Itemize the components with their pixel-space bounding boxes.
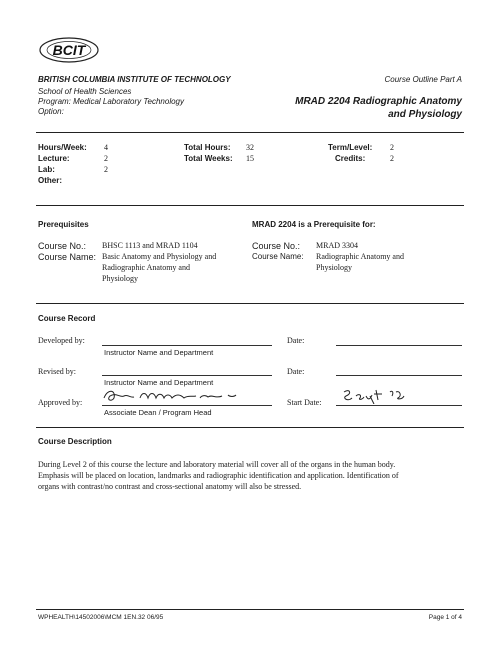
total-hours-value: 32 — [246, 143, 254, 152]
approved-by-line — [102, 405, 272, 406]
prereq-course-name-line1: Basic Anatomy and Physiology and — [102, 252, 217, 261]
approved-by-caption: Associate Dean / Program Head — [104, 408, 212, 417]
approver-signature — [102, 386, 272, 404]
footer-divider — [36, 609, 464, 610]
start-date-handwritten — [340, 386, 410, 404]
logo-text: BCIT — [52, 42, 86, 58]
term-level-label: Term/Level: — [328, 143, 373, 152]
prerequisites-heading: Prerequisites — [38, 220, 89, 229]
other-label: Other: — [38, 176, 62, 185]
course-description-line1: During Level 2 of this course the lecture and laboratory material will cover all of the organs in the human body. — [38, 460, 396, 469]
total-weeks-label: Total Weeks: — [184, 154, 233, 163]
credits-value: 2 — [390, 154, 394, 163]
prereq-for-course-name-line1: Radiographic Anatomy and — [316, 252, 404, 261]
revised-by-line — [102, 375, 272, 376]
prereq-for-course-no-label: Course No.: — [252, 241, 301, 251]
school-name: School of Health Sciences — [38, 87, 132, 96]
lab-value: 2 — [104, 165, 108, 174]
total-weeks-value: 15 — [246, 154, 254, 163]
institute-name: BRITISH COLUMBIA INSTITUTE OF TECHNOLOGY — [38, 75, 231, 84]
term-level-value: 2 — [390, 143, 394, 152]
option-label: Option: — [38, 107, 64, 116]
approved-by-label: Approved by: — [38, 398, 83, 407]
developed-date-label: Date: — [287, 336, 305, 345]
prereq-divider — [36, 303, 464, 304]
outline-part: Course Outline Part A — [384, 75, 462, 84]
developed-by-label: Developed by: — [38, 336, 85, 345]
header-divider — [36, 132, 464, 133]
prereq-for-course-name-line2: Physiology — [316, 263, 353, 272]
lecture-value: 2 — [104, 154, 108, 163]
hours-week-label: Hours/Week: — [38, 143, 87, 152]
prereq-course-no-label: Course No.: — [38, 241, 87, 251]
hours-week-value: 4 — [104, 143, 108, 152]
program-name: Program: Medical Laboratory Technology — [38, 97, 185, 106]
footer-page-number: Page 1 of 4 — [428, 614, 462, 621]
course-description-line2: Emphasis will be placed on location, landmarks and radiographic identification and application. Identification of — [38, 471, 399, 480]
prerequisite-for-heading: MRAD 2204 is a Prerequisite for: — [252, 220, 376, 229]
developed-by-caption: Instructor Name and Department — [104, 348, 214, 357]
lecture-label: Lecture: — [38, 154, 70, 163]
revised-date-line — [336, 375, 462, 376]
course-title-line1: MRAD 2204 Radiographic Anatomy — [295, 96, 462, 107]
course-title-line2: and Physiology — [388, 109, 462, 120]
start-date-graphic — [340, 386, 410, 404]
footer-code: WPHEALTH\14502006\MCM 1EN.32 06/95 — [38, 614, 164, 621]
total-hours-label: Total Hours: — [184, 143, 231, 152]
record-divider — [36, 427, 464, 428]
signature-graphic — [102, 386, 272, 404]
hours-divider — [36, 205, 464, 206]
revised-by-caption: Instructor Name and Department — [104, 378, 214, 387]
lab-label: Lab: — [38, 165, 55, 174]
start-date-label: Start Date: — [287, 398, 322, 407]
revised-date-label: Date: — [287, 367, 305, 376]
course-description-heading: Course Description — [38, 437, 112, 446]
developed-date-line — [336, 345, 462, 346]
prereq-course-name-label: Course Name: — [38, 252, 97, 262]
course-description-line3: organs with contrast/no contrast and cross-sectional anatomy will also be stressed. — [38, 482, 302, 491]
bcit-logo-graphic — [38, 36, 100, 64]
prereq-course-no-value: BHSC 1113 and MRAD 1104 — [102, 241, 198, 250]
prereq-for-course-no-value: MRAD 3304 — [316, 241, 359, 250]
revised-by-label: Revised by: — [38, 367, 76, 376]
start-date-line — [336, 405, 462, 406]
prereq-course-name-line3: Physiology — [102, 274, 139, 283]
prereq-course-name-line2: Radiographic Anatomy and — [102, 263, 190, 272]
developed-by-line — [102, 345, 272, 346]
credits-label: Credits: — [335, 154, 366, 163]
prereq-for-course-name-label: Course Name: — [252, 252, 304, 261]
bcit-logo — [38, 36, 100, 64]
course-record-heading: Course Record — [38, 314, 96, 323]
